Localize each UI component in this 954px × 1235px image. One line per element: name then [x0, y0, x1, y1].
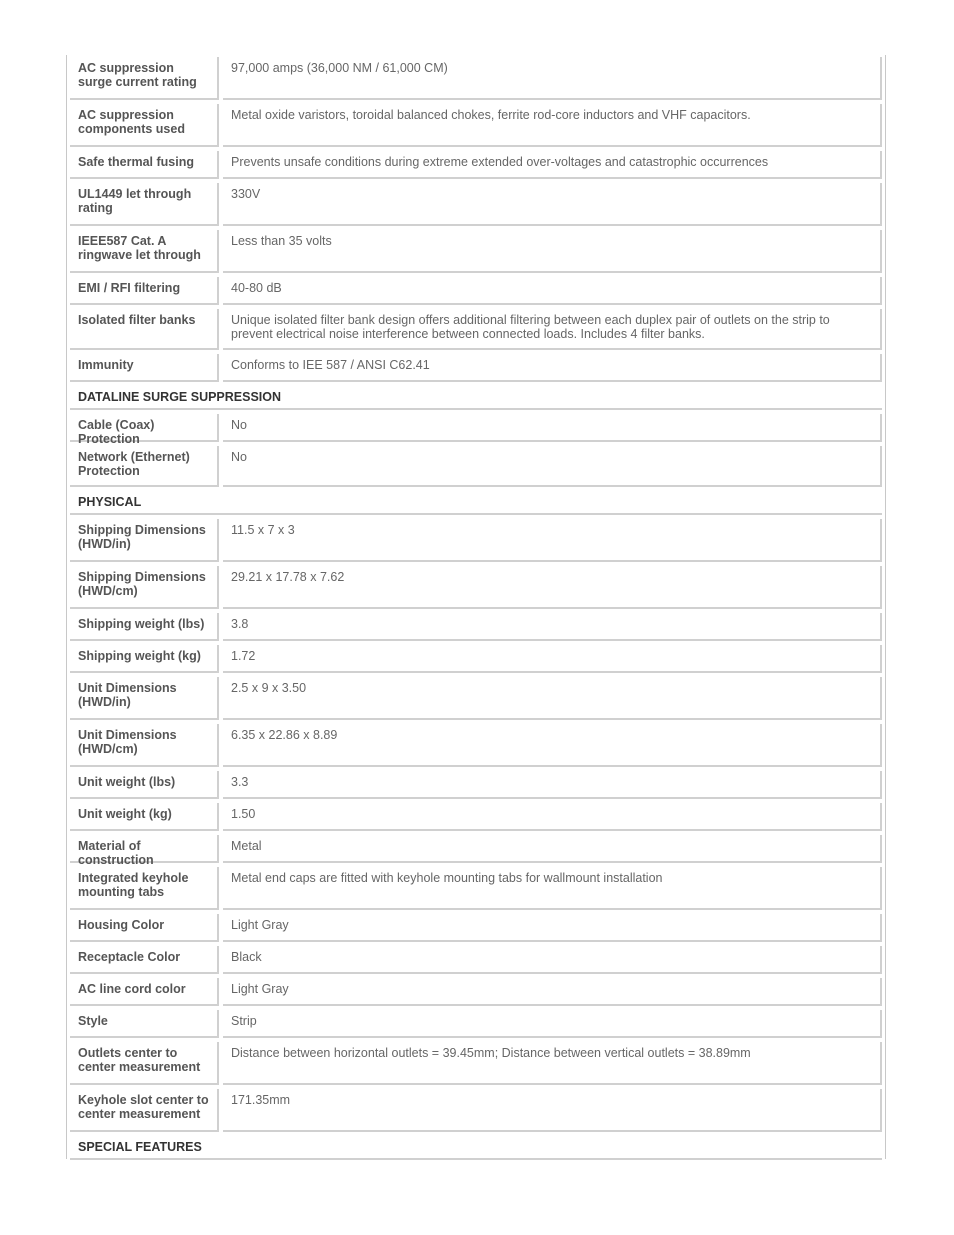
spec-label: Material of construction: [70, 835, 219, 863]
spec-row: [70, 645, 882, 673]
spec-value: 1.72: [223, 645, 882, 673]
spec-row: [70, 277, 882, 305]
spec-row: [70, 1010, 882, 1038]
spec-row: [70, 914, 882, 942]
section-special-features: SPECIAL FEATURES: [70, 1136, 882, 1160]
spec-label: Outlets center to center measurement: [70, 1042, 219, 1085]
spec-label: Housing Color: [70, 914, 219, 942]
section-physical: PHYSICAL: [70, 491, 882, 515]
spec-table: [70, 57, 882, 1164]
spec-label: AC line cord color: [70, 978, 219, 1006]
spec-row: [70, 771, 882, 799]
spec-row: [70, 1089, 882, 1132]
spec-value: Light Gray: [223, 914, 882, 942]
spec-label: Shipping Dimensions (HWD/in): [70, 519, 219, 562]
spec-row: [70, 566, 882, 609]
spec-label: IEEE587 Cat. A ringwave let through: [70, 230, 219, 273]
section-dataline-surge-suppression: DATALINE SURGE SUPPRESSION: [70, 386, 882, 410]
spec-row: [70, 803, 882, 831]
spec-label: Network (Ethernet) Protection: [70, 446, 219, 487]
spec-label: Unit Dimensions (HWD/cm): [70, 724, 219, 767]
spec-label: Shipping weight (kg): [70, 645, 219, 673]
spec-row: [70, 57, 882, 100]
spec-row: [70, 835, 882, 867]
spec-row: [70, 978, 882, 1006]
spec-label: Unit weight (kg): [70, 803, 219, 831]
spec-row: [70, 354, 882, 382]
spec-value: 2.5 x 9 x 3.50: [223, 677, 882, 720]
spec-label: Integrated keyhole mounting tabs: [70, 867, 219, 910]
spec-row: [70, 519, 882, 562]
spec-label: Safe thermal fusing: [70, 151, 219, 179]
spec-label: AC suppression surge current rating: [70, 57, 219, 100]
spec-label: Keyhole slot center to center measurement: [70, 1089, 219, 1132]
spec-value: 29.21 x 17.78 x 7.62: [223, 566, 882, 609]
spec-value: 3.3: [223, 771, 882, 799]
spec-value: 171.35mm: [223, 1089, 882, 1132]
spec-label: Unit weight (lbs): [70, 771, 219, 799]
spec-value: Metal oxide varistors, toroidal balanced chokes, ferrite rod-core inductors and VHF capacitors.: [223, 104, 882, 147]
spec-row: [70, 677, 882, 720]
spec-row: [70, 151, 882, 179]
spec-value: Conforms to IEE 587 / ANSI C62.41: [223, 354, 882, 382]
spec-label: Style: [70, 1010, 219, 1038]
spec-value: 6.35 x 22.86 x 8.89: [223, 724, 882, 767]
spec-value: Light Gray: [223, 978, 882, 1006]
spec-label: Immunity: [70, 354, 219, 382]
spec-label: Unit Dimensions (HWD/in): [70, 677, 219, 720]
spec-label: Shipping weight (lbs): [70, 613, 219, 641]
spec-row: [70, 613, 882, 641]
spec-value: No: [223, 414, 882, 442]
spec-value: No: [223, 446, 882, 487]
spec-value: Black: [223, 946, 882, 974]
spec-row: [70, 230, 882, 273]
spec-row: [70, 104, 882, 147]
spec-label: Cable (Coax) Protection: [70, 414, 219, 442]
spec-label: AC suppression components used: [70, 104, 219, 147]
spec-value: 330V: [223, 183, 882, 226]
spec-row: [70, 446, 882, 487]
spec-label: Isolated filter banks: [70, 309, 219, 350]
spec-value: Unique isolated filter bank design offers additional filtering between each duplex pair of outlets on the strip to prevent electrical noise interference between connected loads. Includes 4 filter banks.: [223, 309, 882, 350]
spec-value: 40-80 dB: [223, 277, 882, 305]
spec-value: Prevents unsafe conditions during extreme extended over-voltages and catastrophic occurrences: [223, 151, 882, 179]
spec-row: [70, 309, 882, 350]
spec-value: Strip: [223, 1010, 882, 1038]
spec-label: Shipping Dimensions (HWD/cm): [70, 566, 219, 609]
spec-value: Distance between horizontal outlets = 39.45mm; Distance between vertical outlets = 38.89mm: [223, 1042, 882, 1085]
spec-row: [70, 946, 882, 974]
spec-label: Receptacle Color: [70, 946, 219, 974]
spec-row: [70, 414, 882, 446]
spec-row: [70, 1042, 882, 1085]
spec-label: EMI / RFI filtering: [70, 277, 219, 305]
spec-value: 1.50: [223, 803, 882, 831]
spec-row: [70, 724, 882, 767]
spec-value: 11.5 x 7 x 3: [223, 519, 882, 562]
spec-label: UL1449 let through rating: [70, 183, 219, 226]
spec-value: Metal end caps are fitted with keyhole mounting tabs for wallmount installation: [223, 867, 882, 910]
spec-value: Metal: [223, 835, 882, 863]
spec-value: 97,000 amps (36,000 NM / 61,000 CM): [223, 57, 882, 100]
spec-value: Less than 35 volts: [223, 230, 882, 273]
spec-row: [70, 183, 882, 226]
spec-value: 3.8: [223, 613, 882, 641]
spec-row: [70, 867, 882, 910]
